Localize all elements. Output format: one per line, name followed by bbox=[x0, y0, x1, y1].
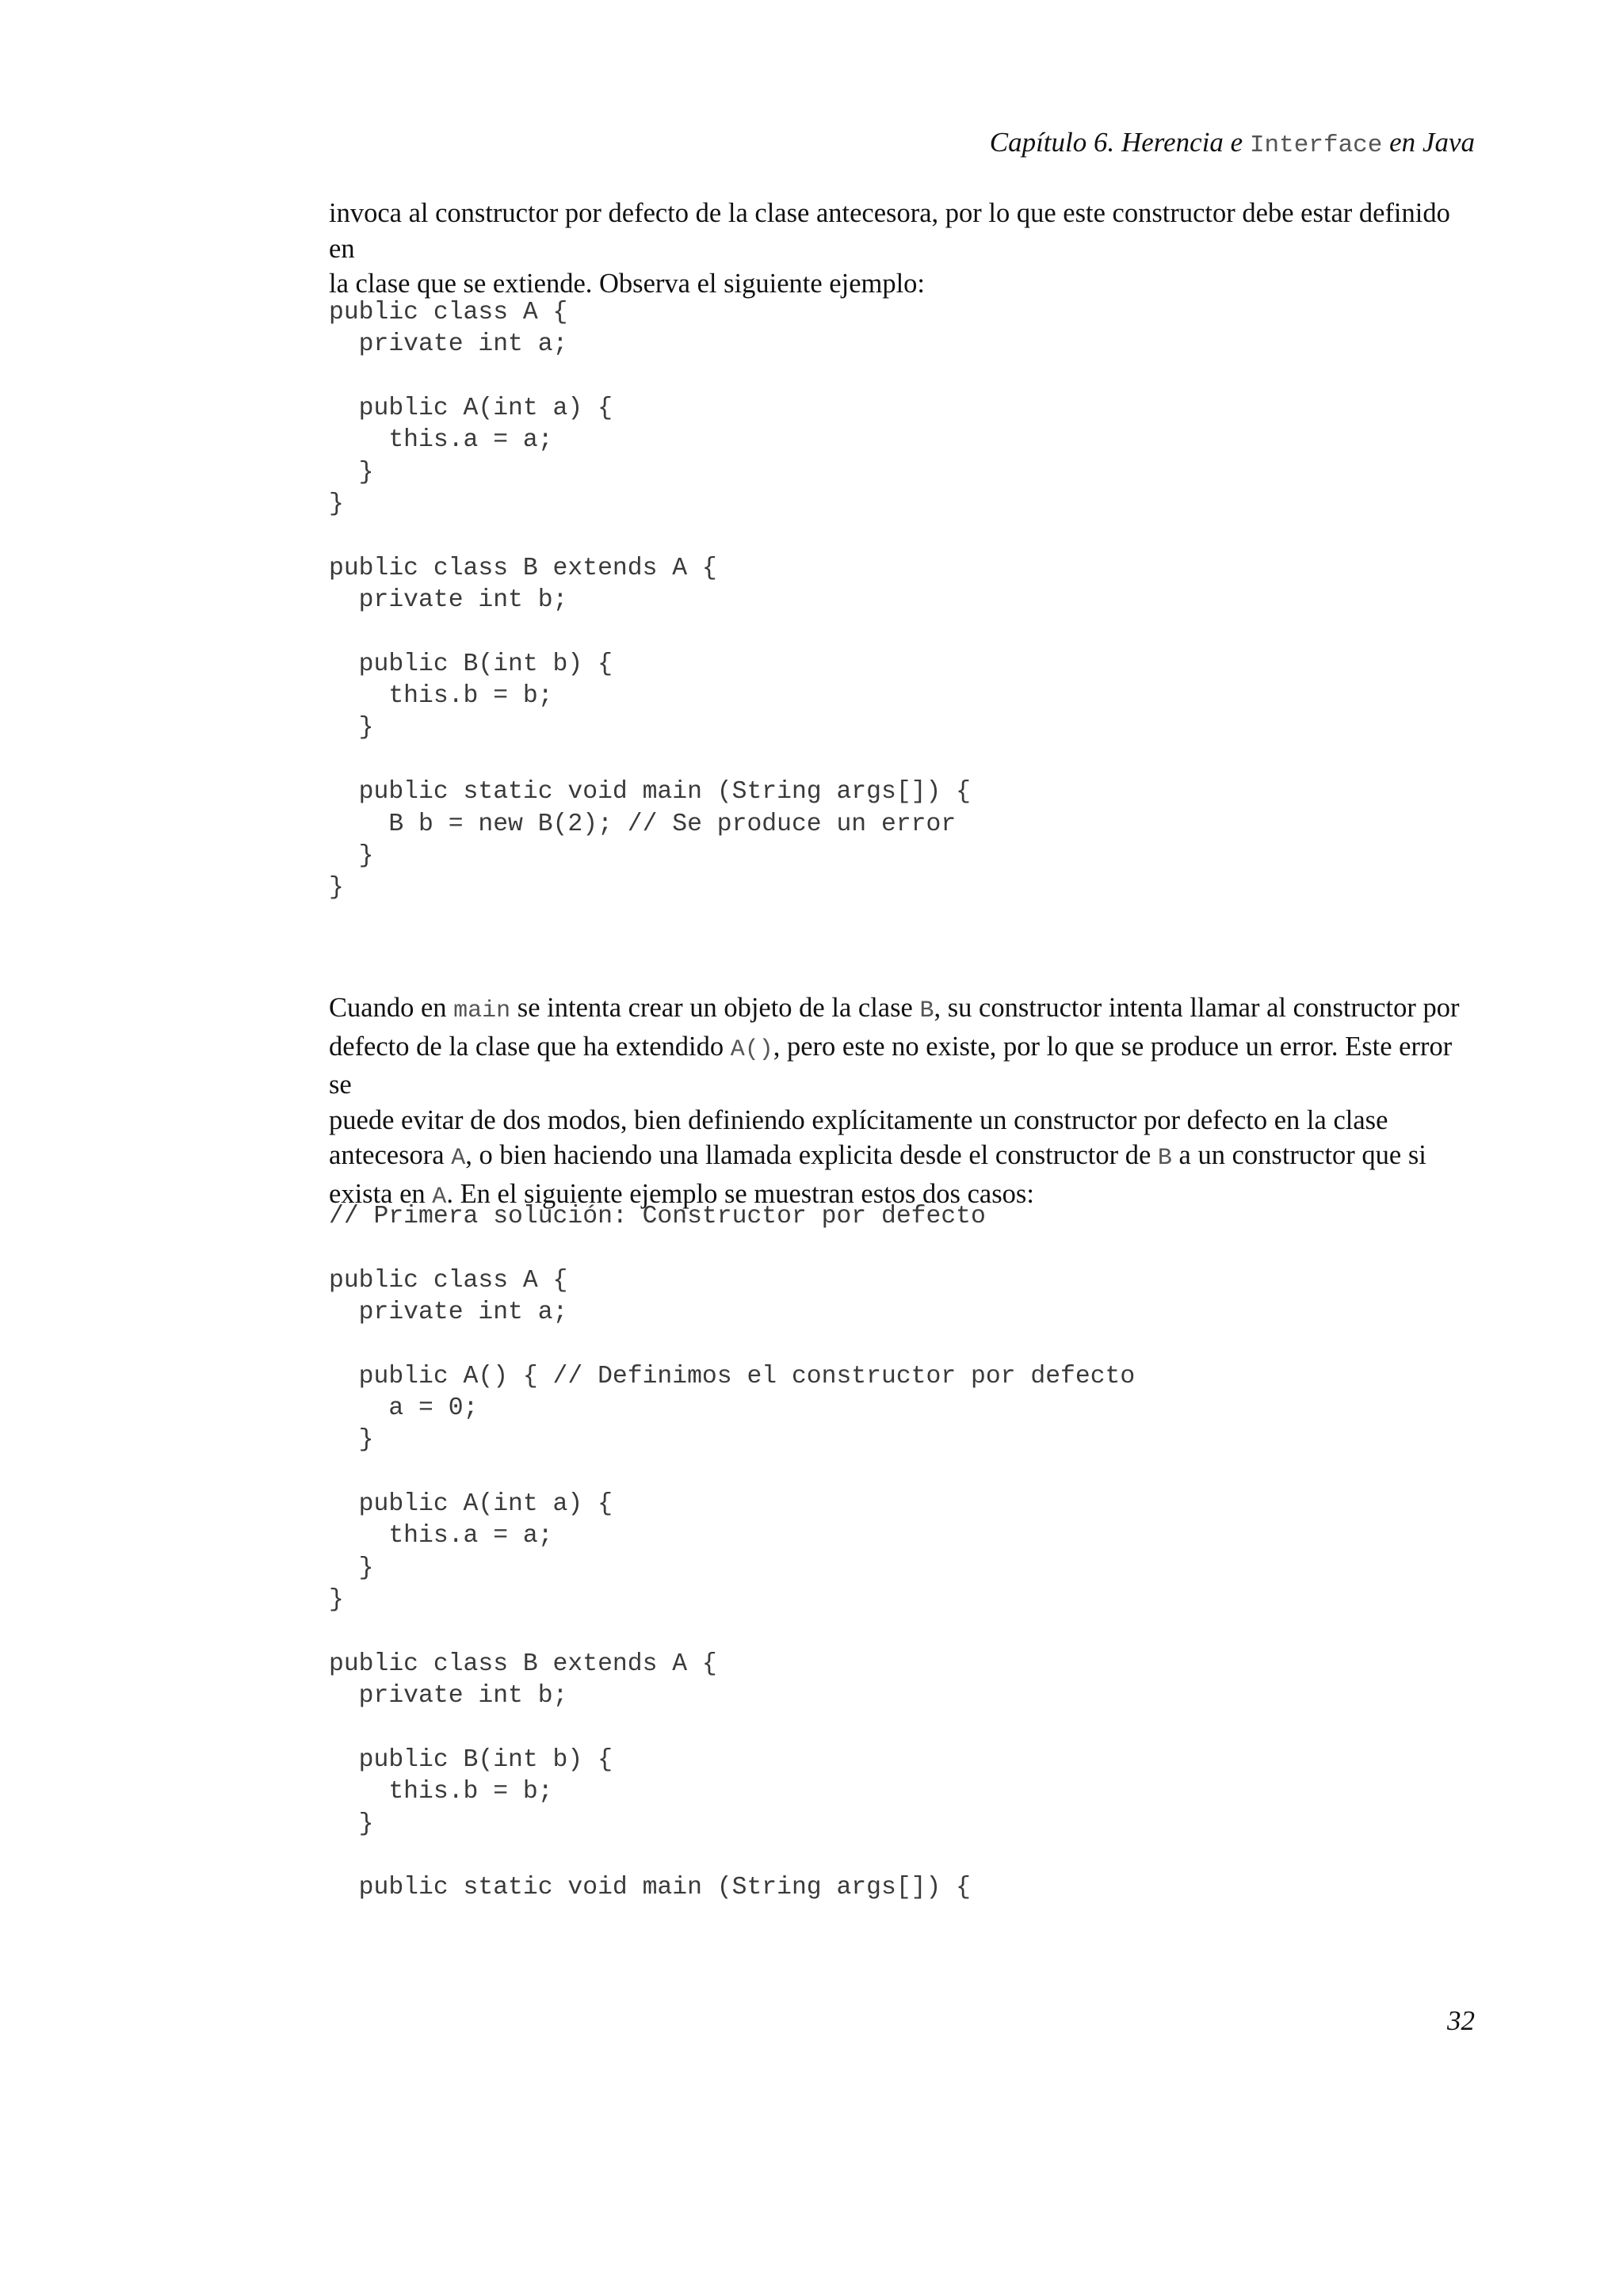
paragraph-line: invoca al constructor por defecto de la clase antecesora, por lo que este constructor debe estar definido en bbox=[329, 198, 1450, 264]
code-line: B b = new B(2); // Se produce un error bbox=[329, 810, 957, 838]
header-suffix: en Java bbox=[1382, 127, 1475, 158]
text-run: defecto de la clase que ha extendido bbox=[329, 1031, 731, 1062]
code-line bbox=[329, 1616, 1478, 1648]
code-line: public class A { bbox=[329, 1266, 568, 1295]
header-prefix: Capítulo 6. Herencia e bbox=[989, 127, 1250, 158]
text-run: antecesora bbox=[329, 1140, 452, 1170]
code-line: // Primera solución: Constructor por defecto bbox=[329, 1203, 986, 1230]
code-line: public A() { // Definimos el constructor por defecto bbox=[329, 1362, 1136, 1390]
header-code-word: Interface bbox=[1249, 132, 1383, 159]
code-line: public static void main (String args[]) { bbox=[329, 778, 972, 807]
code-line: } bbox=[329, 458, 374, 486]
code-line: } bbox=[329, 1426, 374, 1455]
code-line: private int a; bbox=[329, 1299, 568, 1327]
paragraph-line: la clase que se extiende. Observa el siguiente ejemplo: bbox=[329, 269, 926, 299]
code-line: public class A { bbox=[329, 299, 568, 326]
code-block-solution bbox=[329, 1201, 1478, 1905]
code-line bbox=[329, 521, 1478, 552]
code-line: } bbox=[329, 1810, 374, 1838]
code-line: this.b = b; bbox=[329, 1778, 553, 1806]
text-run: a un constructor que si bbox=[1171, 1140, 1426, 1170]
code-line: } bbox=[329, 1586, 344, 1615]
code-line: public static void main (String args[]) { bbox=[329, 1874, 972, 1902]
code-line: } bbox=[329, 841, 374, 870]
code-line: this.a = a; bbox=[329, 426, 553, 455]
text-run: se intenta crear un objeto de la clase bbox=[510, 993, 920, 1023]
inline-code: B bbox=[919, 997, 934, 1024]
inline-code: B bbox=[1157, 1145, 1172, 1172]
paragraph-explanation bbox=[329, 990, 1478, 1215]
text-run: . En el siguiente ejemplo se muestran estos dos casos: bbox=[446, 1178, 1034, 1209]
code-listing bbox=[329, 1201, 1478, 1905]
code-line: public B(int b) { bbox=[329, 1745, 613, 1774]
code-line: this.b = b; bbox=[329, 682, 553, 711]
code-line: public A(int a) { bbox=[329, 395, 613, 423]
inline-code: A() bbox=[730, 1035, 773, 1063]
text-run: puede evitar de dos modos, bien definiendo explícitamente un constructor por defecto en la clase bbox=[329, 1104, 1388, 1135]
code-line: private int a; bbox=[329, 330, 568, 359]
code-line: public class B extends A { bbox=[329, 554, 717, 582]
code-block-problem bbox=[329, 297, 1478, 905]
code-line bbox=[329, 1713, 1478, 1745]
code-line: private int b; bbox=[329, 586, 568, 615]
inline-code: main bbox=[453, 997, 511, 1024]
code-line: } bbox=[329, 1554, 374, 1582]
text-run: , su constructor intenta llamar al constructor por bbox=[934, 993, 1460, 1023]
code-line: public A(int a) { bbox=[329, 1490, 613, 1519]
code-line: this.a = a; bbox=[329, 1522, 553, 1550]
inline-code: A bbox=[432, 1183, 447, 1211]
code-line bbox=[329, 1329, 1478, 1360]
code-line bbox=[329, 616, 1478, 648]
code-line: private int b; bbox=[329, 1682, 568, 1711]
text-run: exista en bbox=[329, 1178, 433, 1209]
paragraph-intro-text bbox=[329, 196, 1478, 302]
code-line: public class B extends A { bbox=[329, 1650, 717, 1678]
code-line bbox=[329, 745, 1478, 776]
paragraph-intro bbox=[329, 196, 1478, 302]
code-line: } bbox=[329, 874, 344, 902]
code-line: a = 0; bbox=[329, 1394, 479, 1423]
code-line bbox=[329, 361, 1478, 393]
code-listing bbox=[329, 297, 1478, 905]
text-run: , pero este no existe, por lo que se produce un error. Este error se bbox=[329, 1031, 1453, 1100]
code-line: } bbox=[329, 490, 344, 519]
code-line bbox=[329, 1457, 1478, 1489]
running-header bbox=[990, 127, 1475, 159]
inline-code: A bbox=[451, 1145, 466, 1172]
text-run: , o bien haciendo una llamada explicita desde el constructor de bbox=[465, 1140, 1158, 1170]
code-line: public B(int b) { bbox=[329, 650, 613, 678]
page-number: 32 bbox=[1447, 2005, 1475, 2036]
code-line bbox=[329, 1840, 1478, 1872]
paragraph-explanation-text bbox=[329, 990, 1478, 1215]
text-run: Cuando en bbox=[329, 993, 454, 1023]
code-line: } bbox=[329, 714, 374, 742]
code-line bbox=[329, 1233, 1478, 1264]
